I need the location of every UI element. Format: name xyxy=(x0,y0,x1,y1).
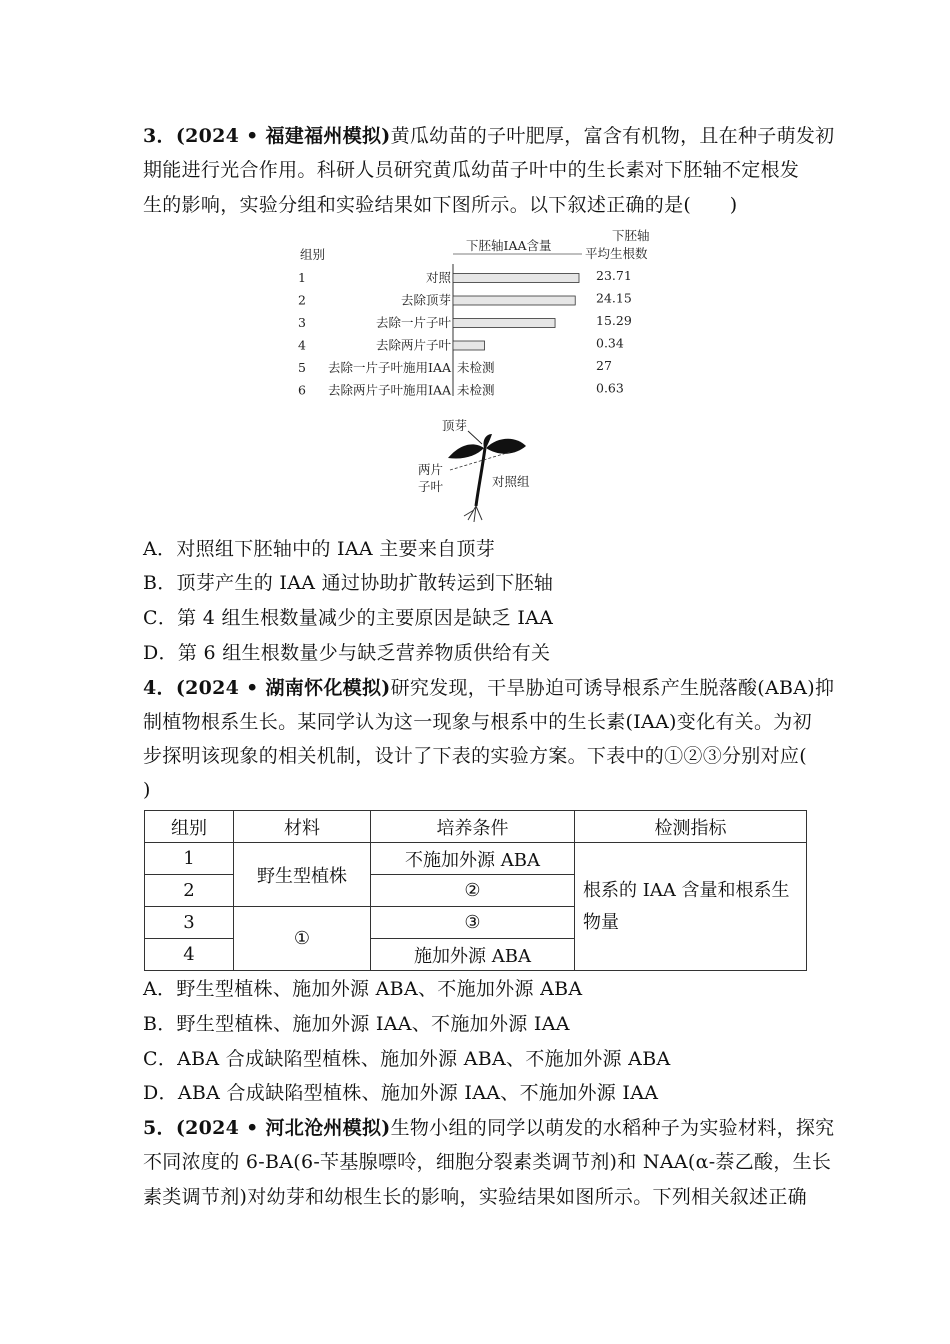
chart-root-count: 15.29 xyxy=(596,313,632,328)
bud-pointer xyxy=(468,431,482,444)
chart-category-label: 对照 xyxy=(425,270,451,285)
chart-rows xyxy=(298,268,632,398)
q3-line-3: 生的影响，实验分组和实验结果如下图所示。以下叙述正确的是( ) xyxy=(143,194,738,216)
root-header-2: 平均生根数 xyxy=(585,246,648,261)
material-wildtype: 野生型植株 xyxy=(234,843,371,907)
chart-root-count: 23.71 xyxy=(596,268,632,283)
chart-root-count: 0.34 xyxy=(596,335,624,351)
chart-title: 下胚轴IAA含量 xyxy=(466,238,552,253)
q5-line-2: 不同浓度的 6-BA(6-苄基腺嘌呤，细胞分裂素类调节剂)和 NAA(α-萘乙酸，生长 xyxy=(143,1151,832,1173)
header-condition: 培养条件 xyxy=(371,811,575,843)
experiment-table xyxy=(144,810,807,971)
header-material: 材料 xyxy=(234,811,371,843)
chart-root-count: 24.15 xyxy=(596,290,632,306)
q3-option-d: D．第 6 组生根数量少与缺乏营养物质供给有关 xyxy=(143,642,551,664)
q3-option-a: A．对照组下胚轴中的 IAA 主要来自顶芽 xyxy=(143,538,496,560)
chart-root-count: 0.63 xyxy=(596,380,624,396)
table-header-row xyxy=(145,811,807,843)
q3-source: (2024 • 福建福州模拟) xyxy=(175,125,391,147)
chart-root-count: 27 xyxy=(596,358,612,373)
measure-line-1: 根系的 IAA 含量和根系生 xyxy=(583,879,790,901)
row-group-3: 3 xyxy=(145,907,234,939)
root-header-1: 下胚轴 xyxy=(612,228,650,243)
seedling-diagram xyxy=(410,410,550,525)
condition-1: 不施加外源 ABA xyxy=(371,843,575,875)
q5-line-1 xyxy=(143,1116,835,1140)
material-blank: ① xyxy=(234,907,371,971)
label-cotyledon-2: 子叶 xyxy=(418,479,444,494)
q4-line-3: 步探明该现象的相关机制，设计了下表的实验方案。下表中的①②③分别对应( xyxy=(143,745,807,767)
left-cotyledon xyxy=(448,444,484,458)
chart-group-number: 6 xyxy=(298,382,306,398)
q3-line-1 xyxy=(143,124,835,148)
header-group: 组别 xyxy=(145,811,234,843)
condition-3: ③ xyxy=(371,907,575,939)
chart-category-label: 去除一片子叶 xyxy=(375,315,451,330)
table-row xyxy=(145,843,807,875)
q5-number: 5． xyxy=(143,1117,176,1139)
label-bud: 顶芽 xyxy=(442,418,468,433)
q4-text-1: 研究发现，干旱胁迫可诱导根系产生脱落酸(ABA)抑 xyxy=(390,677,835,699)
q4-line-4: ) xyxy=(143,779,151,801)
q5-line-3: 素类调节剂)对幼芽和幼根生长的影响，实验结果如图所示。下列相关叙述正确 xyxy=(143,1186,807,1208)
chart-category-label: 去除两片子叶 xyxy=(375,337,451,353)
q4-option-b: B．野生型植株、施加外源 IAA、不施加外源 IAA xyxy=(143,1013,570,1035)
row-group-2: 2 xyxy=(145,875,234,907)
chart-group-number: 3 xyxy=(298,315,306,330)
measure-line-2: 物量 xyxy=(583,911,619,933)
label-cotyledon-1: 两片 xyxy=(418,462,444,477)
q4-number: 4． xyxy=(143,677,176,699)
q3-option-b: B．顶芽产生的 IAA 通过协助扩散转运到下胚轴 xyxy=(143,572,554,594)
chart-bar xyxy=(453,319,555,328)
measure-cell xyxy=(575,843,807,971)
chart-category-label: 去除两片子叶施用IAA xyxy=(328,382,451,398)
chart-bar xyxy=(453,341,485,350)
chart-group-number: 5 xyxy=(298,360,306,375)
chart-category-label: 去除一片子叶施用IAA xyxy=(328,360,451,375)
q5-text-1: 生物小组的同学以萌发的水稻种子为实验材料，探究 xyxy=(390,1117,835,1139)
condition-2: ② xyxy=(371,875,575,907)
right-cotyledon xyxy=(486,439,526,454)
chart-group-number: 4 xyxy=(298,337,306,353)
q3-option-c: C．第 4 组生根数量减少的主要原因是缺乏 IAA xyxy=(143,607,554,629)
q4-source: (2024 • 湖南怀化模拟) xyxy=(175,677,391,699)
q4-option-c: C．ABA 合成缺陷型植株、施加外源 ABA、不施加外源 ABA xyxy=(143,1048,671,1070)
chart-not-detected: 未检测 xyxy=(457,360,495,375)
chart-bar xyxy=(453,296,575,305)
q4-line-2: 制植物根系生长。某同学认为这一现象与根系中的生长素(IAA)变化有关。为初 xyxy=(143,711,812,733)
q4-option-d: D．ABA 合成缺陷型植株、施加外源 IAA、不施加外源 IAA xyxy=(143,1082,659,1104)
row-group-1: 1 xyxy=(145,843,234,875)
chart-category-label: 去除顶芽 xyxy=(400,292,451,308)
q4-line-1 xyxy=(143,676,835,700)
hypocotyl xyxy=(476,448,485,506)
q3-line-2: 期能进行光合作用。科研人员研究黄瓜幼苗子叶中的生长素对下胚轴不定根发 xyxy=(143,159,800,181)
chart-group-number: 1 xyxy=(298,270,306,285)
q3-text-1: 黄瓜幼苗的子叶肥厚，富含有机物，且在种子萌发初 xyxy=(390,125,835,147)
q3-number: 3． xyxy=(143,125,176,147)
q5-source: (2024 • 河北沧州模拟) xyxy=(175,1117,391,1139)
chart-bar xyxy=(453,274,579,283)
q4-option-a: A．野生型植株、施加外源 ABA、不施加外源 ABA xyxy=(143,978,583,1000)
condition-4: 施加外源 ABA xyxy=(371,939,575,971)
chart-group-number: 2 xyxy=(298,292,306,308)
iaa-bar-chart xyxy=(290,228,670,400)
chart-not-detected: 未检测 xyxy=(457,382,495,398)
header-measure: 检测指标 xyxy=(575,811,807,843)
roots xyxy=(464,506,482,522)
row-group-4: 4 xyxy=(145,939,234,971)
group-header: 组别 xyxy=(300,247,326,262)
label-control: 对照组 xyxy=(492,474,530,489)
